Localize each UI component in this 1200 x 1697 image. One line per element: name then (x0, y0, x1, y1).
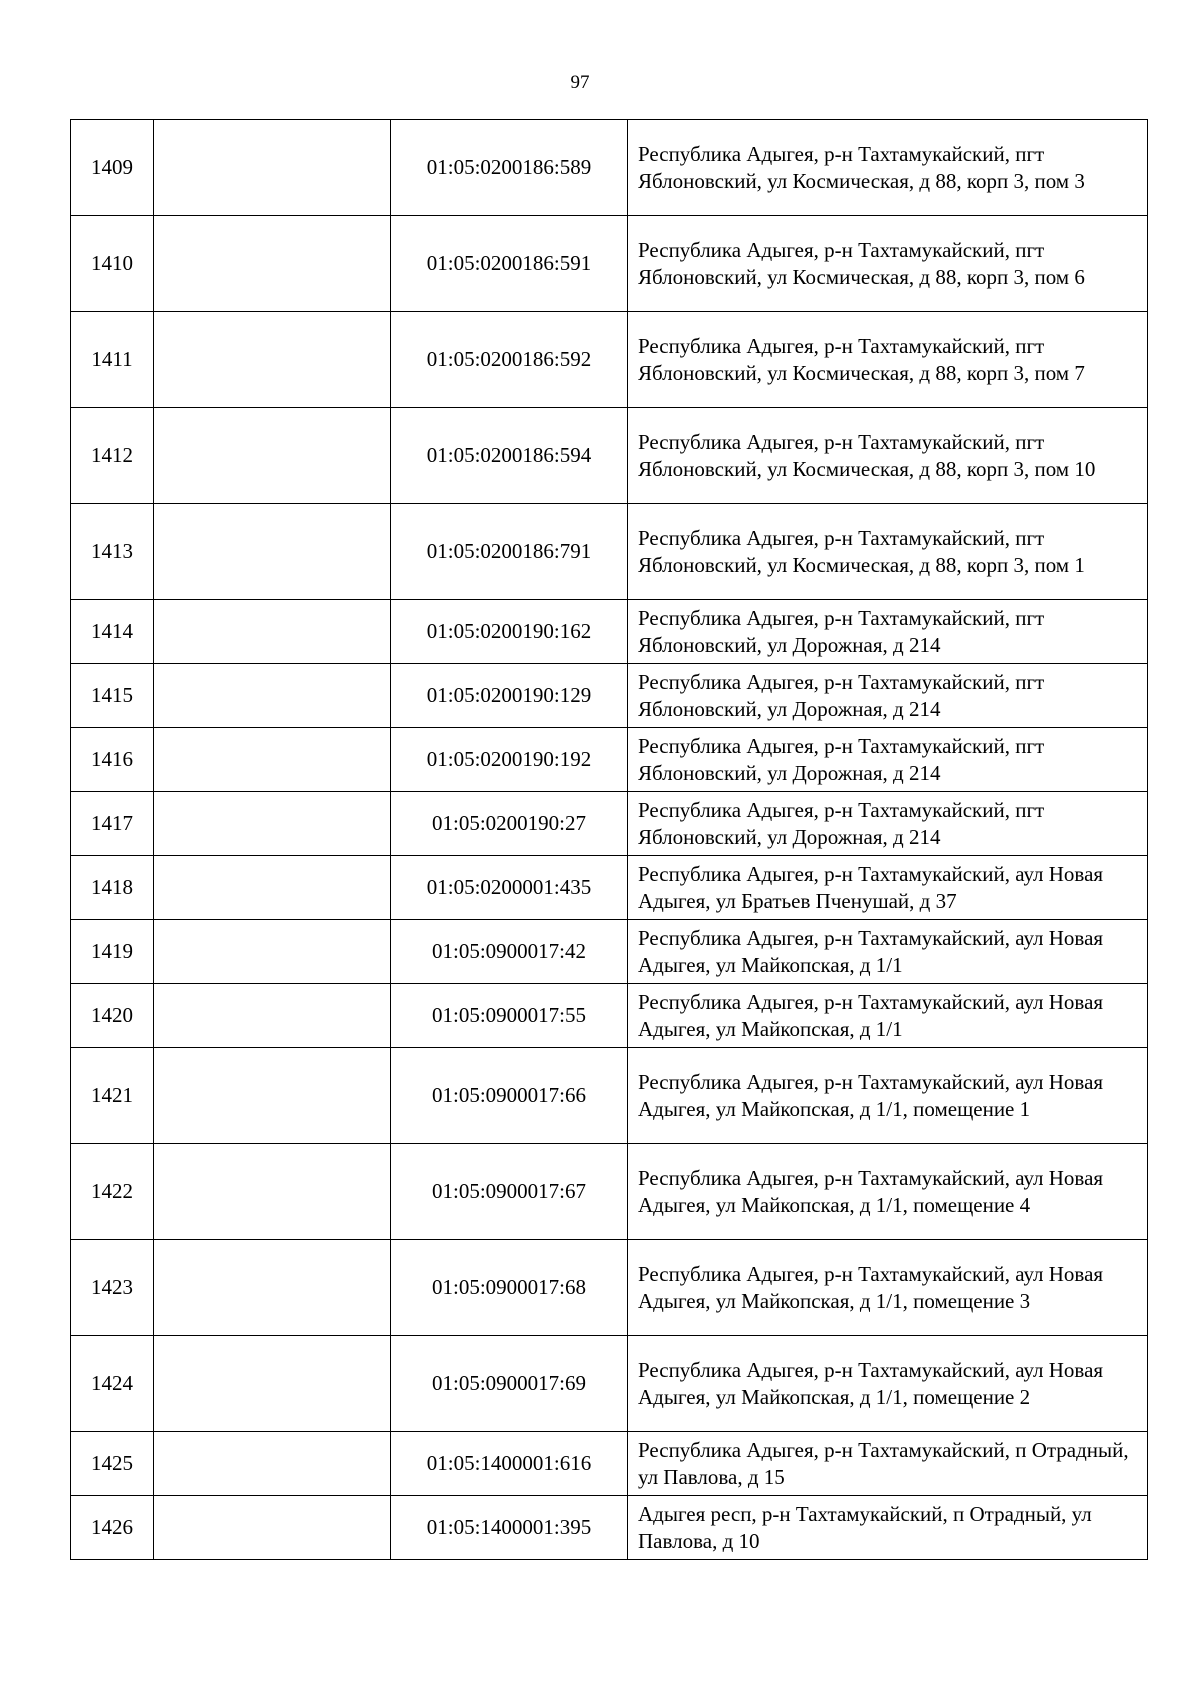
row-number-cell: 1414 (71, 600, 154, 664)
cadastral-number-cell: 01:05:0200186:589 (391, 120, 628, 216)
table-row (71, 792, 1148, 856)
table-row (71, 1336, 1148, 1432)
object-name-cell (154, 1432, 391, 1496)
row-number-cell: 1425 (71, 1432, 154, 1496)
object-name-cell (154, 504, 391, 600)
row-number-cell: 1423 (71, 1240, 154, 1336)
row-number-cell: 1420 (71, 984, 154, 1048)
object-name-cell (154, 856, 391, 920)
table-row (71, 216, 1148, 312)
table-row (71, 984, 1148, 1048)
cadastral-number-cell: 01:05:0900017:67 (391, 1144, 628, 1240)
table-row (71, 120, 1148, 216)
address-cell: Республика Адыгея, р-н Тахтамукайский, пгт Яблоновский, ул Космическая, д 88, корп 3, пом 6 (628, 216, 1148, 312)
row-number-cell: 1419 (71, 920, 154, 984)
row-number-cell: 1410 (71, 216, 154, 312)
row-number-cell: 1424 (71, 1336, 154, 1432)
row-number-cell: 1409 (71, 120, 154, 216)
table-row (71, 1144, 1148, 1240)
row-number-cell: 1426 (71, 1496, 154, 1560)
table-row (71, 504, 1148, 600)
cadastral-number-cell: 01:05:0200001:435 (391, 856, 628, 920)
address-cell: Республика Адыгея, р-н Тахтамукайский, пгт Яблоновский, ул Космическая, д 88, корп 3, пом 3 (628, 120, 1148, 216)
cadastral-number-cell: 01:05:0900017:42 (391, 920, 628, 984)
cadastral-number-cell: 01:05:0200190:129 (391, 664, 628, 728)
table-row (71, 664, 1148, 728)
address-cell: Республика Адыгея, р-н Тахтамукайский, аул Новая Адыгея, ул Майкопская, д 1/1, помещение 2 (628, 1336, 1148, 1432)
table-row (71, 856, 1148, 920)
address-cell: Республика Адыгея, р-н Тахтамукайский, аул Новая Адыгея, ул Майкопская, д 1/1 (628, 920, 1148, 984)
address-cell: Республика Адыгея, р-н Тахтамукайский, п Отрадный, ул Павлова, д 15 (628, 1432, 1148, 1496)
object-name-cell (154, 1048, 391, 1144)
cadastral-number-cell: 01:05:0200190:162 (391, 600, 628, 664)
cadastral-number-cell: 01:05:0900017:68 (391, 1240, 628, 1336)
address-cell: Республика Адыгея, р-н Тахтамукайский, пгт Яблоновский, ул Дорожная, д 214 (628, 728, 1148, 792)
cadastral-number-cell: 01:05:0200186:594 (391, 408, 628, 504)
cadastral-number-cell: 01:05:0900017:69 (391, 1336, 628, 1432)
table-row (71, 408, 1148, 504)
object-name-cell (154, 792, 391, 856)
cadastral-number-cell: 01:05:0200186:592 (391, 312, 628, 408)
address-cell: Республика Адыгея, р-н Тахтамукайский, пгт Яблоновский, ул Космическая, д 88, корп 3, пом 10 (628, 408, 1148, 504)
address-cell: Республика Адыгея, р-н Тахтамукайский, аул Новая Адыгея, ул Майкопская, д 1/1, помещение 4 (628, 1144, 1148, 1240)
row-number-cell: 1416 (71, 728, 154, 792)
address-cell: Республика Адыгея, р-н Тахтамукайский, пгт Яблоновский, ул Космическая, д 88, корп 3, пом 1 (628, 504, 1148, 600)
cadastral-number-cell: 01:05:0900017:66 (391, 1048, 628, 1144)
address-cell: Республика Адыгея, р-н Тахтамукайский, аул Новая Адыгея, ул Майкопская, д 1/1 (628, 984, 1148, 1048)
property-registry-table (70, 119, 1148, 1560)
row-number-cell: 1412 (71, 408, 154, 504)
table-row (71, 728, 1148, 792)
object-name-cell (154, 120, 391, 216)
row-number-cell: 1421 (71, 1048, 154, 1144)
address-cell: Республика Адыгея, р-н Тахтамукайский, пгт Яблоновский, ул Дорожная, д 214 (628, 792, 1148, 856)
row-number-cell: 1418 (71, 856, 154, 920)
table-row (71, 312, 1148, 408)
cadastral-number-cell: 01:05:0900017:55 (391, 984, 628, 1048)
row-number-cell: 1411 (71, 312, 154, 408)
table-row (71, 1432, 1148, 1496)
cadastral-number-cell: 01:05:0200186:791 (391, 504, 628, 600)
table-row (71, 1048, 1148, 1144)
object-name-cell (154, 408, 391, 504)
object-name-cell (154, 728, 391, 792)
address-cell: Республика Адыгея, р-н Тахтамукайский, пгт Яблоновский, ул Космическая, д 88, корп 3, пом 7 (628, 312, 1148, 408)
cadastral-number-cell: 01:05:1400001:616 (391, 1432, 628, 1496)
cadastral-number-cell: 01:05:0200190:27 (391, 792, 628, 856)
row-number-cell: 1422 (71, 1144, 154, 1240)
object-name-cell (154, 1336, 391, 1432)
address-cell: Республика Адыгея, р-н Тахтамукайский, пгт Яблоновский, ул Дорожная, д 214 (628, 600, 1148, 664)
object-name-cell (154, 664, 391, 728)
cadastral-number-cell: 01:05:1400001:395 (391, 1496, 628, 1560)
cadastral-number-cell: 01:05:0200186:591 (391, 216, 628, 312)
address-cell: Республика Адыгея, р-н Тахтамукайский, аул Новая Адыгея, ул Майкопская, д 1/1, помещение 3 (628, 1240, 1148, 1336)
object-name-cell (154, 1240, 391, 1336)
table-row (71, 600, 1148, 664)
table-row (71, 1496, 1148, 1560)
row-number-cell: 1417 (71, 792, 154, 856)
page-number: 97 (570, 72, 590, 93)
object-name-cell (154, 312, 391, 408)
address-cell: Республика Адыгея, р-н Тахтамукайский, пгт Яблоновский, ул Дорожная, д 214 (628, 664, 1148, 728)
table-row (71, 1240, 1148, 1336)
table-row (71, 920, 1148, 984)
object-name-cell (154, 920, 391, 984)
address-cell: Республика Адыгея, р-н Тахтамукайский, аул Новая Адыгея, ул Майкопская, д 1/1, помещение 1 (628, 1048, 1148, 1144)
address-cell: Адыгея респ, р-н Тахтамукайский, п Отрадный, ул Павлова, д 10 (628, 1496, 1148, 1560)
object-name-cell (154, 1496, 391, 1560)
address-cell: Республика Адыгея, р-н Тахтамукайский, аул Новая Адыгея, ул Братьев Пченушай, д 37 (628, 856, 1148, 920)
object-name-cell (154, 216, 391, 312)
row-number-cell: 1413 (71, 504, 154, 600)
object-name-cell (154, 600, 391, 664)
object-name-cell (154, 984, 391, 1048)
cadastral-number-cell: 01:05:0200190:192 (391, 728, 628, 792)
row-number-cell: 1415 (71, 664, 154, 728)
object-name-cell (154, 1144, 391, 1240)
